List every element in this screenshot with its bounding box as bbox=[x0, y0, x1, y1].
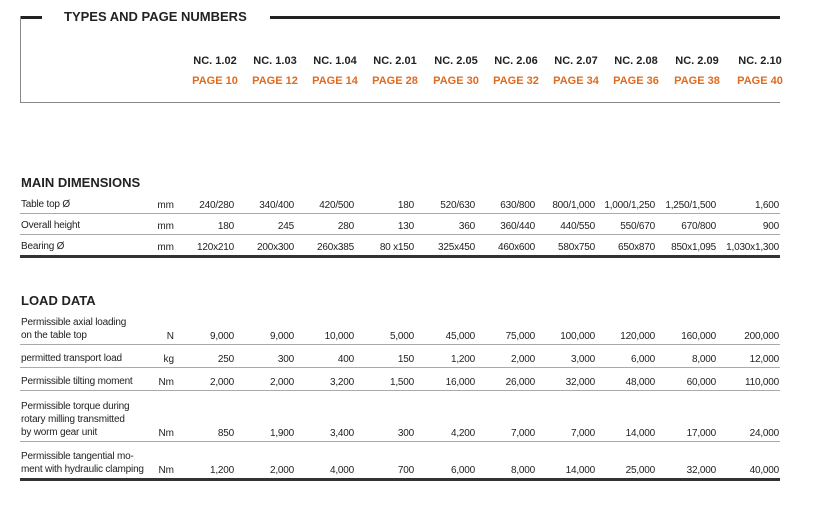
table-cell: 650x870 bbox=[618, 242, 655, 253]
table-cell: 16,000 bbox=[445, 377, 475, 388]
table-cell: 3,200 bbox=[329, 377, 354, 388]
table-cell: 100,000 bbox=[560, 331, 595, 342]
table-cell: 150 bbox=[397, 354, 414, 365]
row-label-line: Permissible tangential mo- bbox=[21, 451, 134, 462]
table-cell: 400 bbox=[337, 354, 354, 365]
table-cell: 9,000 bbox=[269, 331, 294, 342]
row-label bbox=[21, 450, 144, 476]
table-cell: 670/800 bbox=[681, 221, 716, 232]
table-cell: 200,000 bbox=[744, 331, 779, 342]
table-cell: 60,000 bbox=[686, 377, 716, 388]
table-cell: 1,250/1,500 bbox=[665, 200, 716, 211]
table-cell: 280 bbox=[337, 221, 354, 232]
table-row bbox=[20, 391, 780, 442]
header-rule-right bbox=[270, 16, 780, 19]
section-title-main-dimensions: MAIN DIMENSIONS bbox=[21, 175, 141, 190]
table-cell: 6,000 bbox=[450, 465, 475, 476]
table-cell: 12,000 bbox=[749, 354, 779, 365]
table-cell: 5,000 bbox=[389, 331, 414, 342]
table-cell: 120x210 bbox=[197, 242, 234, 253]
type-name: NC. 1.03 bbox=[253, 55, 297, 67]
row-label bbox=[21, 352, 122, 365]
table-cell: 550/670 bbox=[620, 221, 655, 232]
table-cell: 360/440 bbox=[500, 221, 535, 232]
table-cell: 48,000 bbox=[625, 377, 655, 388]
header-rule-left bbox=[20, 16, 42, 19]
type-page-number: PAGE 40 bbox=[737, 75, 783, 87]
type-page-number: PAGE 10 bbox=[192, 75, 238, 87]
table-cell: 200x300 bbox=[257, 242, 294, 253]
table-cell: 850 bbox=[217, 428, 234, 439]
table-cell: 26,000 bbox=[505, 377, 535, 388]
row-label-line: rotary milling transmitted bbox=[21, 414, 125, 425]
table-cell: 10,000 bbox=[324, 331, 354, 342]
table-cell: 2,000 bbox=[269, 377, 294, 388]
row-label-line: by worm gear unit bbox=[21, 427, 98, 438]
table-row bbox=[20, 214, 780, 235]
table-cell: 1,600 bbox=[754, 200, 779, 211]
table-cell: 3,400 bbox=[329, 428, 354, 439]
type-name: NC. 2.07 bbox=[554, 55, 598, 67]
type-page-number: PAGE 14 bbox=[312, 75, 358, 87]
row-label-line: on the table top bbox=[21, 330, 87, 341]
type-page-number: PAGE 12 bbox=[252, 75, 298, 87]
type-name: NC. 2.09 bbox=[675, 55, 719, 67]
table-cell: 460x600 bbox=[498, 242, 535, 253]
table-cell: 75,000 bbox=[505, 331, 535, 342]
table-cell: 80 x150 bbox=[379, 242, 414, 253]
type-page-number: PAGE 32 bbox=[493, 75, 539, 87]
row-unit: mm bbox=[157, 242, 174, 253]
table-row bbox=[20, 345, 780, 368]
table-cell: 1,900 bbox=[269, 428, 294, 439]
table-cell: 1,200 bbox=[209, 465, 234, 476]
table-cell: 2,000 bbox=[269, 465, 294, 476]
row-unit: Nm bbox=[158, 428, 174, 439]
row-label-line: Permissible axial loading bbox=[21, 317, 127, 328]
row-label bbox=[21, 375, 133, 388]
row-label bbox=[21, 400, 129, 439]
table-cell: 260x385 bbox=[317, 242, 354, 253]
table-cell: 340/400 bbox=[259, 200, 294, 211]
row-label-line: Permissible tilting moment bbox=[21, 376, 133, 387]
table-cell: 360 bbox=[458, 221, 475, 232]
type-name: NC. 2.01 bbox=[373, 55, 417, 67]
table-cell: 8,000 bbox=[510, 465, 535, 476]
table-cell: 240/280 bbox=[199, 200, 234, 211]
type-name: NC. 2.05 bbox=[434, 55, 478, 67]
row-label-line: Table top Ø bbox=[21, 199, 70, 210]
table-cell: 45,000 bbox=[445, 331, 475, 342]
table-cell: 160,000 bbox=[681, 331, 716, 342]
type-page-number: PAGE 28 bbox=[372, 75, 418, 87]
table-cell: 7,000 bbox=[570, 428, 595, 439]
table-row bbox=[20, 195, 780, 214]
table-cell: 1,200 bbox=[450, 354, 475, 365]
table-cell: 25,000 bbox=[625, 465, 655, 476]
table-cell: 3,000 bbox=[570, 354, 595, 365]
table-row bbox=[20, 314, 780, 345]
type-page-number: PAGE 34 bbox=[553, 75, 599, 87]
type-page-number: PAGE 30 bbox=[433, 75, 479, 87]
row-label bbox=[21, 219, 80, 232]
table-cell: 32,000 bbox=[686, 465, 716, 476]
table-cell: 1,030x1,300 bbox=[726, 242, 779, 253]
table-cell: 14,000 bbox=[625, 428, 655, 439]
table-cell: 9,000 bbox=[209, 331, 234, 342]
table-cell: 32,000 bbox=[565, 377, 595, 388]
type-page-number: PAGE 36 bbox=[613, 75, 659, 87]
types-header bbox=[186, 55, 783, 95]
section-title-types: TYPES AND PAGE NUMBERS bbox=[64, 9, 247, 24]
table-cell: 110,000 bbox=[744, 377, 779, 388]
table-cell: 120,000 bbox=[620, 331, 655, 342]
section-title-load-data: LOAD DATA bbox=[21, 293, 96, 308]
table-cell: 40,000 bbox=[749, 465, 779, 476]
table-cell: 130 bbox=[397, 221, 414, 232]
table-cell: 700 bbox=[397, 465, 414, 476]
table-cell: 440/550 bbox=[560, 221, 595, 232]
table-cell: 250 bbox=[217, 354, 234, 365]
table-cell: 245 bbox=[277, 221, 294, 232]
row-unit: mm bbox=[157, 200, 174, 211]
table-cell: 180 bbox=[217, 221, 234, 232]
row-unit: Nm bbox=[158, 377, 174, 388]
row-unit: kg bbox=[163, 354, 174, 365]
table-cell: 4,000 bbox=[329, 465, 354, 476]
type-page-number: PAGE 38 bbox=[674, 75, 720, 87]
row-label bbox=[21, 316, 126, 342]
table-cell: 17,000 bbox=[686, 428, 716, 439]
table-cell: 2,000 bbox=[510, 354, 535, 365]
row-label-line: Bearing Ø bbox=[21, 241, 65, 252]
row-label-line: Permissible torque during bbox=[21, 401, 130, 412]
table-cell: 630/800 bbox=[500, 200, 535, 211]
table-cell: 900 bbox=[762, 221, 779, 232]
table-cell: 4,200 bbox=[450, 428, 475, 439]
type-name: NC. 2.10 bbox=[738, 55, 782, 67]
table-cell: 325x450 bbox=[438, 242, 475, 253]
table-cell: 2,000 bbox=[209, 377, 234, 388]
table-cell: 1,000/1,250 bbox=[604, 200, 655, 211]
header-box-left-border bbox=[20, 16, 21, 102]
table-cell: 7,000 bbox=[510, 428, 535, 439]
table-cell: 580x750 bbox=[558, 242, 595, 253]
type-name: NC. 1.02 bbox=[193, 55, 237, 67]
table-cell: 24,000 bbox=[749, 428, 779, 439]
table-cell: 6,000 bbox=[630, 354, 655, 365]
table-cell: 300 bbox=[397, 428, 414, 439]
row-label-line: ment with hydraulic clamping bbox=[21, 464, 144, 475]
table-cell: 14,000 bbox=[565, 465, 595, 476]
table-row bbox=[20, 368, 780, 391]
type-name: NC. 2.06 bbox=[494, 55, 538, 67]
row-label bbox=[21, 198, 70, 211]
header-box-bottom-border bbox=[20, 102, 780, 103]
table-row bbox=[20, 442, 780, 481]
table-cell: 1,500 bbox=[389, 377, 414, 388]
table-cell: 180 bbox=[397, 200, 414, 211]
table-cell: 300 bbox=[277, 354, 294, 365]
table-cell: 420/500 bbox=[319, 200, 354, 211]
table-cell: 850x1,095 bbox=[671, 242, 716, 253]
row-unit: N bbox=[166, 331, 174, 342]
table-cell: 520/630 bbox=[440, 200, 475, 211]
table-cell: 800/1,000 bbox=[552, 200, 595, 211]
type-name: NC. 1.04 bbox=[313, 55, 357, 67]
table-row bbox=[20, 235, 780, 258]
type-name: NC. 2.08 bbox=[614, 55, 658, 67]
row-unit: mm bbox=[157, 221, 174, 232]
row-label-line: permitted transport load bbox=[21, 353, 122, 364]
row-label-line: Overall height bbox=[21, 220, 80, 231]
row-label bbox=[21, 240, 64, 253]
row-unit: Nm bbox=[158, 465, 174, 476]
table-cell: 8,000 bbox=[691, 354, 716, 365]
